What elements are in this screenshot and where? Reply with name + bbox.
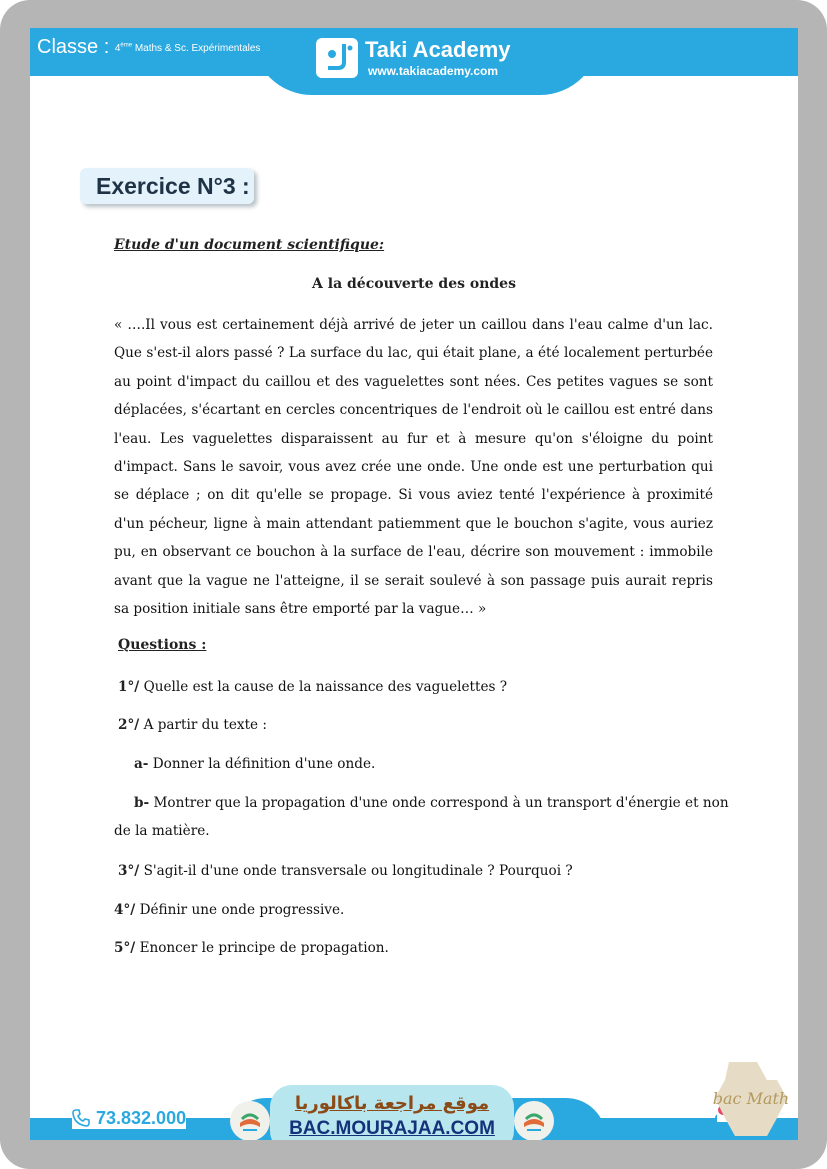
- question-2b-number: b-: [134, 795, 150, 811]
- brand-url[interactable]: www.takiacademy.com: [368, 64, 499, 78]
- question-2b-continued: de la matière.: [114, 823, 210, 839]
- classe-level-number: 4: [114, 43, 121, 54]
- exercise-subtitle: Etude d'un document scientifique:: [114, 237, 385, 253]
- question-4: [114, 896, 344, 924]
- question-1: [118, 673, 507, 701]
- right-badge-icon: [514, 1101, 554, 1140]
- classe-title: Classe :: [37, 36, 110, 58]
- phone-number[interactable]: [72, 1108, 186, 1129]
- bac-url-link[interactable]: BAC.MOURAJAA.COM: [289, 1118, 495, 1139]
- left-badge-icon: [230, 1101, 270, 1140]
- document-text: « ….Il vous est certainement déjà arrivé de jeter un caillou dans l'eau calme d'un lac. Que s'est-il alors passé ? La surface du lac, qui était plane, a été localement perturbée au point d'impact du caillou et des vaguelettes sont nées. Ces petites vagues se sont déplacées, s'écartant en cercles concentriques de l'endroit où le caillou est entré dans l'eau. Les vaguelettes disparaissent au fur et à mesure qu'on s'éloigne du point d'impact. Sans le savoir, vous avez crée une onde. Une onde est une perturbation qui se déplace ; on dit qu'elle se propage. Si vous aviez tenté l'expérience à proximité d'un pécheur, ligne à main attendant patiemment que le bouchon s'agite, vous auriez pu, en observant ce bouchon à la surface de l'eau, décrire son mouvement : immobile avant que la vague ne l'atteigne, il se serait soulevé à son passage puis aurait repris sa position initiale sans être emporté par la vague… »: [114, 317, 713, 618]
- question-3-number: 3°/: [118, 863, 140, 879]
- brand-name: Taki Academy: [365, 37, 511, 62]
- question-2b-text: Montrer que la propagation d'une onde correspond à un transport d'énergie et non: [153, 795, 729, 811]
- question-5: [114, 934, 389, 962]
- question-4-number: 4°/: [114, 902, 136, 918]
- question-2a-number: a-: [134, 756, 149, 772]
- question-5-text: Enoncer le principe de propagation.: [139, 940, 389, 956]
- question-1-text: Quelle est la cause de la naissance des vaguelettes ?: [143, 679, 508, 695]
- bac-mourajaa-banner[interactable]: [270, 1085, 514, 1140]
- phone-icon: [72, 1109, 90, 1127]
- exercise-title: Exercice N°3 :: [80, 168, 254, 204]
- classe-level: [115, 43, 261, 54]
- class-label: [37, 36, 260, 59]
- question-4-text: Définir une onde progressive.: [139, 902, 345, 918]
- classe-sections: Maths & Sc. Expérimentales: [134, 43, 261, 54]
- badge-book-icon-right: [514, 1101, 554, 1140]
- questions-title: Questions :: [118, 637, 207, 653]
- question-2a-text: Donner la définition d'une onde.: [152, 756, 376, 772]
- taki-academy-logo-icon: [314, 36, 360, 80]
- classe-level-sup: ème: [120, 42, 133, 49]
- bac-math-logo-text: bac Math: [712, 1089, 790, 1108]
- question-2b: [134, 789, 729, 817]
- question-5-number: 5°/: [114, 940, 136, 956]
- question-1-number: 1°/: [118, 679, 140, 695]
- question-2-number: 2°/: [118, 717, 140, 733]
- document-title: A la découverte des ondes: [312, 276, 516, 292]
- bac-arabic-title: موقع مراجعة باكالوريا: [294, 1093, 490, 1114]
- question-2a: [134, 750, 375, 778]
- badge-book-icon: [230, 1101, 270, 1140]
- question-2-text: A partir du texte :: [143, 717, 267, 733]
- question-3-text: S'agit-il d'une onde transversale ou longitudinale ? Pourquoi ?: [143, 863, 573, 879]
- question-3: [118, 857, 573, 885]
- bac-math-logo-icon: [695, 1062, 798, 1138]
- phone-number-text: 73.832.000: [96, 1108, 187, 1128]
- question-2: [118, 711, 267, 739]
- document-page: [30, 28, 798, 1140]
